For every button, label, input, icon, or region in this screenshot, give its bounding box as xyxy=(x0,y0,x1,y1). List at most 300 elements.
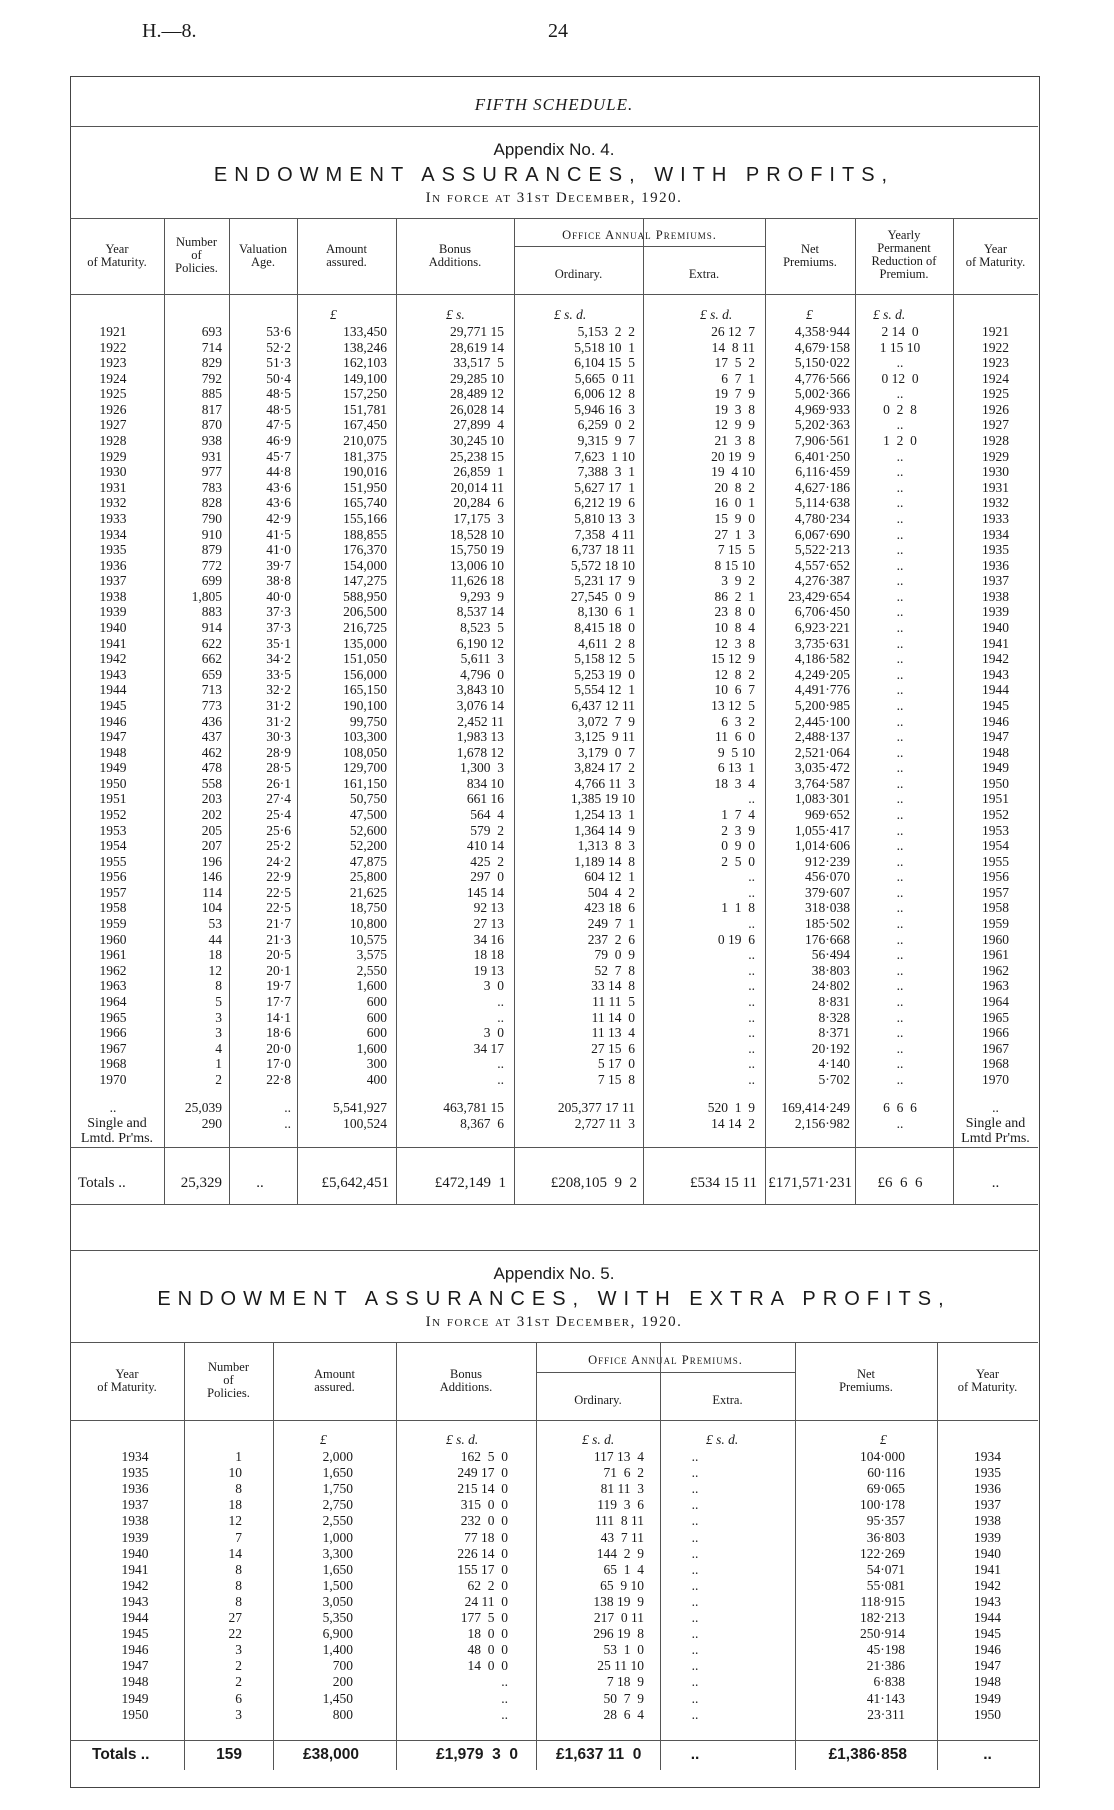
cell-year: 1948 xyxy=(99,744,127,760)
cell-policies: 713 xyxy=(201,682,222,698)
unit-ordinary: £ s. d. xyxy=(554,307,587,322)
cell-amount: 147,275 xyxy=(343,573,387,589)
cell-net-premium: 4,780·234 xyxy=(794,510,850,526)
cell-policies: 436 xyxy=(201,713,222,729)
cell-bonus: 226 14 0 xyxy=(457,1545,508,1561)
cell-year: 1921 xyxy=(99,324,127,339)
cell-bonus: .. xyxy=(497,1009,504,1025)
cell-net-premium: 456·070 xyxy=(805,869,850,885)
cell-ordinary-premium: 65 9 10 xyxy=(600,1577,644,1593)
table-row xyxy=(0,1497,1114,1512)
cell-valuation-age: 45·7 xyxy=(266,448,291,464)
cell-amount: 52,600 xyxy=(349,822,387,838)
cell-amount: 1,750 xyxy=(322,1481,353,1497)
cell-policies: 714 xyxy=(201,339,222,355)
cell-policies: 146 xyxy=(201,869,222,885)
cell-year-right: 1964 xyxy=(982,993,1009,1009)
cell-year-right: 1961 xyxy=(982,947,1009,963)
cell-bonus: 25,238 15 xyxy=(450,448,504,464)
cell-amount: 1,600 xyxy=(356,978,387,994)
cell-valuation-age: 31·2 xyxy=(266,697,291,713)
cell-policies: 53 xyxy=(208,916,222,932)
cell-net-premium: 36·803 xyxy=(866,1529,905,1545)
table-row xyxy=(0,1610,1114,1625)
cell-amount: 25,800 xyxy=(349,869,387,885)
cell-valuation-age: 20·1 xyxy=(266,962,291,978)
cell-yearly-reduction: .. xyxy=(896,1040,904,1056)
cell-valuation-age: 37·3 xyxy=(266,620,291,636)
cell-amount: 161,150 xyxy=(343,775,387,791)
cell-net-premium: 5,200·985 xyxy=(794,697,850,713)
cell-net-premium: 6·838 xyxy=(873,1674,905,1690)
cell-ordinary-premium: 5,946 16 3 xyxy=(574,401,635,417)
cell-bonus: 18 0 0 xyxy=(467,1626,508,1642)
cell-year-right: 1928 xyxy=(982,433,1009,449)
cell-amount: 135,000 xyxy=(343,635,387,651)
cell-extra-premium: 0 9 0 xyxy=(721,838,755,854)
cell-policies: 8 xyxy=(235,1481,242,1497)
cell-policies: 18 xyxy=(228,1497,242,1513)
cell-extra-premium: 27 1 3 xyxy=(714,526,755,542)
cell-ordinary-premium: 296 19 8 xyxy=(593,1626,644,1642)
cell-extra-premium: 12 8 2 xyxy=(714,666,755,682)
cell-yearly-reduction: .. xyxy=(896,355,904,371)
cell-extra-premium: .. xyxy=(691,1642,699,1658)
cell-valuation-age: 21·3 xyxy=(266,931,291,947)
cell-amount: 300 xyxy=(366,1056,387,1072)
cell-extra-premium: .. xyxy=(748,916,755,932)
cell-amount: 129,700 xyxy=(343,760,387,776)
appendix-4-inforce-date: In force at 31st December, 1920. xyxy=(425,190,683,206)
cell-extra-premium: .. xyxy=(691,1497,699,1513)
table-row xyxy=(0,386,1114,401)
cell-policies: 558 xyxy=(201,775,222,791)
header-net-premiums: Net Premiums. xyxy=(839,1367,893,1394)
table-row xyxy=(0,1449,1114,1464)
cell-valuation-age: 21·7 xyxy=(266,916,291,932)
totals-bonus: £472,149 1 xyxy=(434,1175,506,1191)
cell-yearly-reduction: .. xyxy=(896,806,904,822)
cell-net-premium: 185·502 xyxy=(805,916,850,932)
cell-yearly-reduction: .. xyxy=(896,869,904,885)
table-row xyxy=(0,932,1114,947)
single-extra-premium: 14 14 2 xyxy=(711,1116,755,1131)
cell-yearly-reduction: .. xyxy=(896,620,904,636)
cell-ordinary-premium: 27,545 0 9 xyxy=(570,588,635,604)
cell-yearly-reduction: .. xyxy=(896,916,904,932)
table-row xyxy=(0,1578,1114,1593)
cell-extra-premium: 19 4 10 xyxy=(711,464,755,480)
cell-yearly-reduction: .. xyxy=(896,557,904,573)
cell-bonus: 26,859 1 xyxy=(453,464,504,480)
cell-bonus: 20,014 11 xyxy=(450,479,504,495)
cell-extra-premium: 17 5 2 xyxy=(714,355,755,371)
cell-extra-premium: .. xyxy=(748,978,755,994)
cell-extra-premium: .. xyxy=(748,1025,755,1041)
cell-policies: 22 xyxy=(228,1626,242,1642)
cell-net-premium: 5,114·638 xyxy=(795,495,850,511)
cell-year: 1939 xyxy=(121,1529,149,1545)
cell-extra-premium: 0 19 6 xyxy=(717,931,755,947)
cell-valuation-age: 28·5 xyxy=(266,760,291,776)
cell-ordinary-premium: 237 2 6 xyxy=(587,931,635,947)
cell-net-premium: 1,055·417 xyxy=(794,822,850,838)
cell-ordinary-premium: 5,665 0 11 xyxy=(574,370,635,386)
cell-valuation-age: 18·6 xyxy=(266,1025,291,1041)
cell-amount: 600 xyxy=(366,1009,387,1025)
cell-bonus: 11,626 18 xyxy=(450,573,504,589)
table-row xyxy=(0,449,1114,464)
cell-policies: 462 xyxy=(201,744,222,760)
cell-valuation-age: 20·5 xyxy=(266,947,291,963)
table-row xyxy=(0,1025,1114,1040)
cell-yearly-reduction: .. xyxy=(896,760,904,776)
cell-bonus: 410 14 xyxy=(466,838,504,854)
table-row xyxy=(0,1481,1114,1496)
cell-yearly-reduction: 0 2 8 xyxy=(883,401,917,417)
cell-amount: 600 xyxy=(366,1025,387,1041)
unit-amount: £ xyxy=(330,307,337,322)
cell-year: 1950 xyxy=(121,1706,149,1722)
cell-policies: 790 xyxy=(201,510,222,526)
header-ordinary: Ordinary. xyxy=(554,267,603,281)
cell-yearly-reduction: .. xyxy=(896,495,904,511)
unit-bonus: £ s. xyxy=(446,307,465,322)
table-row xyxy=(0,1546,1114,1561)
appendix-4-subtitle: ENDOWMENT ASSURANCES, WITH PROFITS, xyxy=(213,164,895,186)
cell-policies: 910 xyxy=(201,526,222,542)
cell-amount: 151,950 xyxy=(343,479,387,495)
cell-policies: 3 xyxy=(215,1009,222,1025)
header-bottom-rule xyxy=(70,1420,1038,1421)
cell-net-premium: 1,014·606 xyxy=(794,838,850,854)
cell-extra-premium: 13 12 5 xyxy=(711,697,755,713)
header-number-of-policies: Number of Policies. xyxy=(175,235,218,275)
single-policies: 290 xyxy=(201,1116,222,1131)
cell-amount: 47,875 xyxy=(349,853,387,869)
cell-valuation-age: 22·9 xyxy=(266,869,291,885)
cell-valuation-age: 17·7 xyxy=(266,993,291,1009)
cell-policies: 977 xyxy=(201,464,222,480)
cell-net-premium: 3,764·587 xyxy=(794,775,850,791)
header-ordinary: Ordinary. xyxy=(574,1393,622,1407)
table-row xyxy=(0,745,1114,760)
cell-policies: 114 xyxy=(202,884,222,900)
cell-year: 1957 xyxy=(99,884,127,900)
cell-bonus: 19 13 xyxy=(473,962,504,978)
cell-valuation-age: 26·1 xyxy=(266,775,291,791)
cell-bonus: 162 5 0 xyxy=(460,1449,508,1464)
cell-year-right: 1965 xyxy=(982,1009,1009,1025)
cell-yearly-reduction: .. xyxy=(896,542,904,558)
cell-bonus: 28,619 14 xyxy=(450,339,504,355)
cell-amount: 1,450 xyxy=(322,1690,353,1706)
cell-net-premium: 45·198 xyxy=(866,1642,905,1658)
cell-valuation-age: 32·2 xyxy=(266,682,291,698)
cell-bonus: 92 13 xyxy=(473,900,504,916)
cell-net-premium: 3,035·472 xyxy=(794,760,850,776)
cell-yearly-reduction: .. xyxy=(896,635,904,651)
subtotal-valuation-age: .. xyxy=(284,1100,291,1115)
unit-extra: £ s. d. xyxy=(700,307,733,322)
cell-year: 1946 xyxy=(121,1642,149,1658)
cell-year-right: 1926 xyxy=(982,401,1009,417)
totals-policies: 25,329 xyxy=(180,1175,222,1191)
cell-year: 1938 xyxy=(99,588,127,604)
subtotal-row xyxy=(0,1100,1114,1115)
cell-policies: 8 xyxy=(235,1561,242,1577)
cell-bonus: 33,517 5 xyxy=(453,355,504,371)
cell-valuation-age: 17·0 xyxy=(266,1056,291,1072)
cell-valuation-age: 47·5 xyxy=(266,417,291,433)
cell-year: 1956 xyxy=(99,869,127,885)
cell-valuation-age: 24·2 xyxy=(266,853,291,869)
cell-bonus: 13,006 10 xyxy=(450,557,504,573)
cell-year: 1964 xyxy=(99,993,127,1009)
cell-extra-premium: 23 8 0 xyxy=(714,604,755,620)
cell-ordinary-premium: 6,006 12 8 xyxy=(574,386,635,402)
cell-yearly-reduction: .. xyxy=(896,900,904,916)
cell-bonus: 8,537 14 xyxy=(456,604,504,620)
cell-extra-premium: 7 15 5 xyxy=(717,542,755,558)
cell-year: 1945 xyxy=(99,697,127,713)
cell-net-premium: 5,002·366 xyxy=(794,386,850,402)
cell-yearly-reduction: .. xyxy=(896,1025,904,1041)
table-row xyxy=(0,1691,1114,1706)
cell-ordinary-premium: 1,313 8 3 xyxy=(577,838,635,854)
cell-year: 1943 xyxy=(121,1593,149,1609)
cell-year: 1961 xyxy=(99,947,127,963)
cell-extra-premium: 3 9 2 xyxy=(721,573,755,589)
section-divider xyxy=(70,1250,1038,1251)
cell-valuation-age: 30·3 xyxy=(266,729,291,745)
cell-bonus: 249 17 0 xyxy=(457,1465,508,1481)
cell-extra-premium: 19 7 9 xyxy=(714,386,755,402)
cell-amount: 190,016 xyxy=(343,464,387,480)
cell-yearly-reduction: 0 12 0 xyxy=(881,370,919,386)
table-row xyxy=(0,1626,1114,1641)
office-premium-rule xyxy=(536,1372,795,1373)
cell-ordinary-premium: 119 3 6 xyxy=(597,1497,644,1513)
table-row xyxy=(0,1010,1114,1025)
cell-year-right: 1934 xyxy=(982,526,1009,542)
cell-year-right: 1955 xyxy=(982,853,1009,869)
cell-net-premium: 4,627·186 xyxy=(794,479,850,495)
cell-bonus: 34 17 xyxy=(473,1040,504,1056)
table-row xyxy=(0,667,1114,682)
cell-year: 1950 xyxy=(99,775,127,791)
cell-net-premium: 55·081 xyxy=(866,1577,905,1593)
cell-amount: 216,725 xyxy=(343,620,387,636)
header-year-of-maturity-right: Year of Maturity. xyxy=(965,242,1026,269)
cell-amount: 1,650 xyxy=(322,1561,353,1577)
cell-net-premium: 7,906·561 xyxy=(794,433,850,449)
cell-yearly-reduction: .. xyxy=(896,651,904,667)
cell-amount: 800 xyxy=(332,1706,353,1722)
table-row xyxy=(0,604,1114,619)
cell-net-premium: 69·065 xyxy=(866,1481,905,1497)
cell-ordinary-premium: 1,254 13 1 xyxy=(574,806,635,822)
cell-amount: 103,300 xyxy=(343,729,387,745)
table-row xyxy=(0,807,1114,822)
cell-valuation-age: 52·2 xyxy=(266,339,291,355)
cell-net-premium: 4,679·158 xyxy=(794,339,850,355)
cell-net-premium: 20·192 xyxy=(811,1040,850,1056)
cell-bonus: 27,899 4 xyxy=(453,417,504,433)
table-row xyxy=(0,838,1114,853)
cell-ordinary-premium: 81 11 3 xyxy=(600,1481,644,1497)
table-row xyxy=(0,760,1114,775)
cell-year: 1955 xyxy=(99,853,127,869)
cell-year-right: 1968 xyxy=(982,1056,1009,1072)
cell-net-premium: 24·802 xyxy=(811,978,850,994)
table-row xyxy=(0,542,1114,557)
cell-year: 1924 xyxy=(99,370,127,386)
cell-yearly-reduction: .. xyxy=(896,666,904,682)
cell-policies: 938 xyxy=(201,433,222,449)
table-row xyxy=(0,495,1114,510)
cell-year-right: 1958 xyxy=(982,900,1009,916)
cell-valuation-age: 46·9 xyxy=(266,433,291,449)
cell-ordinary-premium: 5,518 10 1 xyxy=(574,339,635,355)
cell-net-premium: 122·269 xyxy=(860,1545,905,1561)
cell-net-premium: 4,249·205 xyxy=(794,666,850,682)
cell-amount: 138,246 xyxy=(343,339,387,355)
cell-amount: 600 xyxy=(366,993,387,1009)
cell-yearly-reduction: .. xyxy=(896,791,904,807)
cell-year-right: 1945 xyxy=(974,1626,1001,1642)
cell-extra-premium: .. xyxy=(691,1674,699,1690)
cell-year: 1947 xyxy=(121,1658,149,1674)
cell-valuation-age: 20·0 xyxy=(266,1040,291,1056)
header-year-of-maturity: Year of Maturity. xyxy=(97,1367,157,1394)
cell-extra-premium: .. xyxy=(691,1481,699,1497)
cell-extra-premium: .. xyxy=(691,1690,699,1706)
cell-valuation-age: 25·4 xyxy=(266,806,291,822)
table-row xyxy=(0,947,1114,962)
cell-year-right: 1946 xyxy=(974,1642,1001,1658)
totals-year-right: .. xyxy=(991,1175,1000,1191)
cell-year-right: 1970 xyxy=(982,1071,1009,1087)
cell-policies: 699 xyxy=(201,573,222,589)
cell-year-right: 1944 xyxy=(974,1610,1001,1625)
cell-year: 1944 xyxy=(99,682,127,698)
cell-year: 1935 xyxy=(99,542,127,558)
cell-yearly-reduction: .. xyxy=(896,386,904,402)
cell-extra-premium: .. xyxy=(691,1658,699,1674)
single-yearly-reduction: .. xyxy=(896,1116,904,1131)
table-row xyxy=(0,791,1114,806)
cell-year: 1967 xyxy=(99,1040,127,1056)
cell-extra-premium: 86 2 1 xyxy=(714,588,755,604)
cell-year-right: 1953 xyxy=(982,822,1009,838)
subtotal-policies: 25,039 xyxy=(184,1100,222,1115)
header-amount-assured: Amount assured. xyxy=(326,242,367,269)
cell-yearly-reduction: .. xyxy=(896,822,904,838)
cell-yearly-reduction: 1 2 0 xyxy=(883,433,917,449)
cell-ordinary-premium: 117 13 4 xyxy=(593,1449,644,1464)
cell-policies: 207 xyxy=(201,838,222,854)
cell-extra-premium: 9 5 10 xyxy=(717,744,755,760)
cell-ordinary-premium: 9,315 9 7 xyxy=(577,433,635,449)
cell-policies: 205 xyxy=(201,822,222,838)
cell-amount: 1,400 xyxy=(322,1642,353,1658)
cell-bonus: 155 17 0 xyxy=(457,1561,508,1577)
cell-net-premium: 8·328 xyxy=(818,1009,850,1025)
totals-amount: £38,000 xyxy=(302,1746,359,1763)
cell-ordinary-premium: 1,364 14 9 xyxy=(574,822,635,838)
cell-amount: 52,200 xyxy=(349,838,387,854)
cell-year-right: 1935 xyxy=(982,542,1009,558)
cell-year: 1930 xyxy=(99,464,127,480)
cell-policies: 7 xyxy=(235,1529,242,1545)
cell-ordinary-premium: 28 6 4 xyxy=(603,1706,644,1722)
totals-net-premium: £1,386·858 xyxy=(828,1746,907,1763)
table-row xyxy=(0,1658,1114,1673)
table-row xyxy=(0,433,1114,448)
cell-yearly-reduction: .. xyxy=(896,838,904,854)
cell-ordinary-premium: 6,437 12 11 xyxy=(571,697,635,713)
cell-policies: 1 xyxy=(235,1449,242,1464)
subtotal-amount: 5,541,927 xyxy=(333,1100,387,1115)
cell-yearly-reduction: .. xyxy=(896,713,904,729)
cell-valuation-age: 41·5 xyxy=(266,526,291,542)
cell-yearly-reduction: .. xyxy=(896,682,904,698)
cell-amount: 2,750 xyxy=(322,1497,353,1513)
header-office-annual-premiums: Office Annual Premiums. xyxy=(562,228,717,242)
cell-year-right: 1935 xyxy=(974,1465,1001,1481)
cell-amount: 165,150 xyxy=(343,682,387,698)
cell-net-premium: 5,202·363 xyxy=(794,417,850,433)
cell-amount: 154,000 xyxy=(343,557,387,573)
cell-policies: 914 xyxy=(201,620,222,636)
cell-net-premium: 5,522·213 xyxy=(794,542,850,558)
cell-bonus: 315 0 0 xyxy=(460,1497,508,1513)
cell-bonus: 3,076 14 xyxy=(456,697,504,713)
table-row xyxy=(0,963,1114,978)
cell-amount: 157,250 xyxy=(343,386,387,402)
cell-ordinary-premium: 138 19 9 xyxy=(593,1593,644,1609)
cell-yearly-reduction: .. xyxy=(896,1009,904,1025)
cell-year: 1953 xyxy=(99,822,127,838)
cell-year-right: 1957 xyxy=(982,884,1009,900)
cell-extra-premium: .. xyxy=(748,947,755,963)
cell-net-premium: 4,776·566 xyxy=(794,370,850,386)
cell-amount: 3,300 xyxy=(322,1545,353,1561)
cell-amount: 99,750 xyxy=(349,713,387,729)
cell-amount: 133,450 xyxy=(343,324,387,339)
table-row xyxy=(0,1513,1114,1528)
cell-year: 1933 xyxy=(99,510,127,526)
cell-year: 1931 xyxy=(99,479,127,495)
cell-year-right: 1938 xyxy=(974,1513,1001,1529)
totals-bonus: £1,979 3 0 xyxy=(436,1746,518,1763)
cell-net-premium: 2,521·064 xyxy=(794,744,850,760)
cell-bonus: .. xyxy=(497,1056,504,1072)
cell-year-right: 1942 xyxy=(974,1577,1001,1593)
cell-year-right: 1937 xyxy=(982,573,1009,589)
cell-net-premium: 6,706·450 xyxy=(794,604,850,620)
cell-yearly-reduction: .. xyxy=(896,604,904,620)
cell-ordinary-premium: 11 13 4 xyxy=(591,1025,635,1041)
cell-valuation-age: 38·8 xyxy=(266,573,291,589)
subtotal-ordinary-premium: 205,377 17 11 xyxy=(557,1100,635,1115)
cell-amount: 190,100 xyxy=(343,697,387,713)
cell-ordinary-premium: 6,259 0 2 xyxy=(577,417,635,433)
cell-ordinary-premium: 423 18 6 xyxy=(584,900,635,916)
cell-valuation-age: 31·2 xyxy=(266,713,291,729)
subtotal-yearly-reduction: 6 6 6 xyxy=(883,1100,917,1115)
